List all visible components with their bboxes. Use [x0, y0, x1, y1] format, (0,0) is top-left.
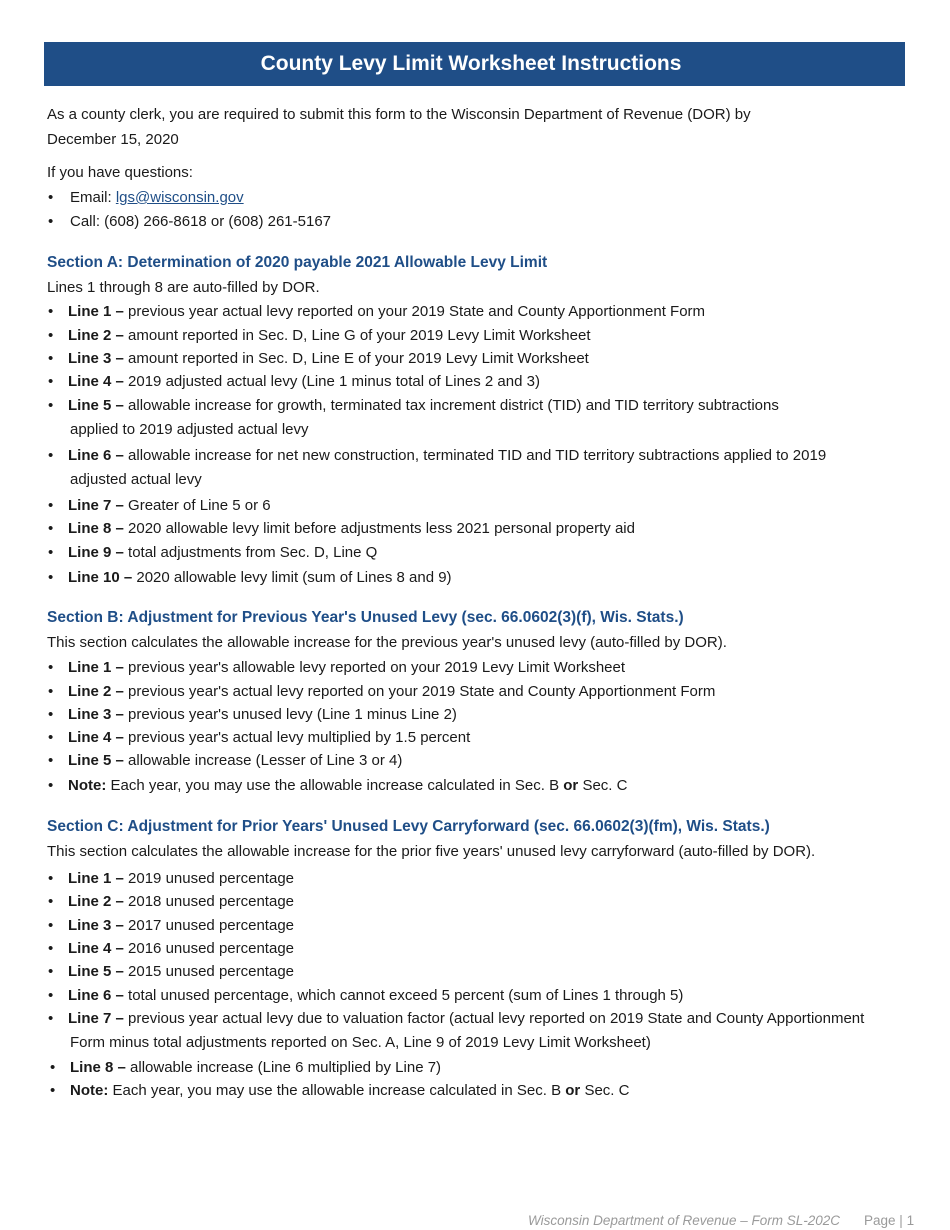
note-end: Sec. C — [584, 1082, 630, 1099]
note-or: or — [563, 777, 579, 794]
note-end: Sec. C — [582, 777, 628, 794]
line-label: Line 4 – — [68, 729, 124, 746]
line-label: Line 6 – — [68, 447, 124, 464]
bullet-icon — [48, 984, 58, 1008]
line-label: Line 3 – — [68, 706, 124, 723]
bullet-icon — [48, 914, 58, 938]
line-text: 2020 allowable levy limit (sum of Lines 8 and 9) — [136, 569, 452, 586]
section-b-heading: Section B: Adjustment for Previous Year's Unused Levy (sec. 66.0602(3)(f), Wis. Stats.) — [47, 609, 684, 626]
bullet-icon — [48, 370, 58, 394]
line-label: Line 6 – — [68, 987, 124, 1004]
line-text: previous year's allowable levy reported on your 2019 Levy Limit Worksheet — [128, 659, 626, 676]
line-label: Line 3 – — [68, 350, 124, 367]
line-label: Line 5 – — [68, 963, 124, 980]
bullet-icon — [48, 394, 58, 418]
phone-text: Call: (608) 266-8618 or (608) 261-5167 — [70, 213, 331, 230]
line-text-continued: adjusted actual levy — [70, 471, 202, 488]
line-text: previous year actual levy due to valuation factor (actual levy reported on 2019 State and County Apportionment — [128, 1010, 865, 1027]
bullet-icon — [48, 656, 58, 680]
line-label: Line 5 – — [68, 397, 124, 414]
note-text: Each year, you may use the allowable increase calculated in Sec. B — [112, 1082, 562, 1099]
line-text-continued: applied to 2019 adjusted actual levy — [70, 421, 309, 438]
line-text-continued: Form minus total adjustments reported on Sec. A, Line 9 of 2019 Levy Limit Worksheet) — [70, 1034, 651, 1051]
bullet-icon — [48, 726, 58, 750]
note-label: Note: — [70, 1082, 109, 1099]
line-text: allowable increase (Line 6 multiplied by Line 7) — [130, 1059, 442, 1076]
line-label: Line 8 – — [68, 520, 124, 537]
bullet-icon — [50, 1056, 60, 1080]
bullet-icon — [48, 566, 58, 590]
intro-line-1: As a county clerk, you are required to submit this form to the Wisconsin Department of Revenue (DOR) by — [47, 106, 751, 123]
line-label: Line 10 – — [68, 569, 133, 586]
line-label: Line 9 – — [68, 544, 124, 561]
line-label: Line 7 – — [68, 1010, 124, 1027]
section-a-intro: Lines 1 through 8 are auto-filled by DOR. — [47, 279, 320, 296]
line-label: Line 1 – — [68, 870, 124, 887]
line-text: 2019 unused percentage — [128, 870, 295, 887]
intro-line-2: December 15, 2020 — [47, 131, 179, 148]
bullet-icon — [48, 517, 58, 541]
line-text: 2017 unused percentage — [128, 917, 295, 934]
bullet-icon — [48, 444, 58, 468]
section-c-intro: This section calculates the allowable increase for the prior five years' unused levy carryforward (auto-filled by DOR). — [47, 843, 816, 860]
line-text: amount reported in Sec. D, Line G of your 2019 Levy Limit Worksheet — [128, 327, 591, 344]
note-label: Note: — [68, 777, 107, 794]
line-text: total unused percentage, which cannot exceed 5 percent (sum of Lines 1 through 5) — [128, 987, 684, 1004]
line-text: amount reported in Sec. D, Line E of your 2019 Levy Limit Worksheet — [128, 350, 589, 367]
bullet-icon — [48, 347, 58, 371]
line-label: Line 2 – — [68, 327, 124, 344]
line-label: Line 1 – — [68, 659, 124, 676]
bullet-icon — [48, 749, 58, 773]
line-label: Line 4 – — [68, 373, 124, 390]
bullet-icon — [48, 210, 58, 234]
page-number: Page | 1 — [864, 1213, 915, 1228]
line-label: Line 1 – — [68, 303, 124, 320]
bullet-icon — [48, 1007, 58, 1031]
section-a-heading: Section A: Determination of 2020 payable 2021 Allowable Levy Limit — [47, 254, 548, 271]
bullet-icon — [48, 541, 58, 565]
bullet-icon — [48, 300, 58, 324]
page-footer — [528, 1212, 914, 1230]
line-label: Line 7 – — [68, 497, 124, 514]
line-text: total adjustments from Sec. D, Line Q — [128, 544, 378, 561]
email-link[interactable]: lgs@wisconsin.gov — [115, 189, 244, 206]
bullet-icon — [48, 960, 58, 984]
line-text: previous year's actual levy reported on your 2019 State and County Apportionment Form — [128, 683, 716, 700]
footer-form: Wisconsin Department of Revenue – Form SL-202C — [528, 1213, 841, 1228]
note-or: or — [565, 1082, 581, 1099]
line-label: Line 5 – — [68, 752, 124, 769]
line-label: Line 4 – — [68, 940, 124, 957]
line-label: Line 2 – — [68, 893, 124, 910]
line-text: Greater of Line 5 or 6 — [128, 497, 271, 514]
section-b-intro: This section calculates the allowable increase for the previous year's unused levy (auto-filled by DOR). — [47, 634, 727, 651]
line-label: Line 8 – — [70, 1059, 126, 1076]
line-label: Line 2 – — [68, 683, 124, 700]
bullet-icon — [48, 703, 58, 727]
bullet-icon — [48, 890, 58, 914]
line-text: allowable increase for net new construction, terminated TID and TID territory subtractions applied to 2019 — [128, 447, 827, 464]
line-text: 2016 unused percentage — [128, 940, 295, 957]
line-text: allowable increase for growth, terminated tax increment district (TID) and TID territory subtractions — [128, 397, 779, 414]
page-title: County Levy Limit Worksheet Instructions — [260, 52, 682, 75]
line-text: previous year's unused levy (Line 1 minus Line 2) — [128, 706, 457, 723]
line-text: 2015 unused percentage — [128, 963, 295, 980]
bullet-icon — [48, 937, 58, 961]
line-text: allowable increase (Lesser of Line 3 or 4) — [128, 752, 403, 769]
line-text: 2020 allowable levy limit before adjustments less 2021 personal property aid — [128, 520, 635, 537]
questions-label: If you have questions: — [47, 164, 193, 181]
bullet-icon — [50, 1079, 60, 1103]
line-text: 2018 unused percentage — [128, 893, 295, 910]
bullet-icon — [48, 186, 58, 210]
line-label: Line 3 – — [68, 917, 124, 934]
bullet-icon — [48, 324, 58, 348]
email-label: Email: — [70, 189, 116, 206]
line-text: 2019 adjusted actual levy (Line 1 minus total of Lines 2 and 3) — [128, 373, 540, 390]
bullet-icon — [48, 774, 58, 798]
title-banner — [44, 42, 905, 86]
bullet-icon — [48, 867, 58, 891]
line-text: previous year actual levy reported on your 2019 State and County Apportionment Form — [128, 303, 706, 320]
bullet-icon — [48, 494, 58, 518]
note-text: Each year, you may use the allowable increase calculated in Sec. B — [110, 777, 560, 794]
line-text: previous year's actual levy multiplied by 1.5 percent — [128, 729, 471, 746]
bullet-icon — [48, 680, 58, 704]
section-c-heading: Section C: Adjustment for Prior Years' Unused Levy Carryforward (sec. 66.0602(3)(fm), Wis. Stats.) — [47, 818, 770, 835]
